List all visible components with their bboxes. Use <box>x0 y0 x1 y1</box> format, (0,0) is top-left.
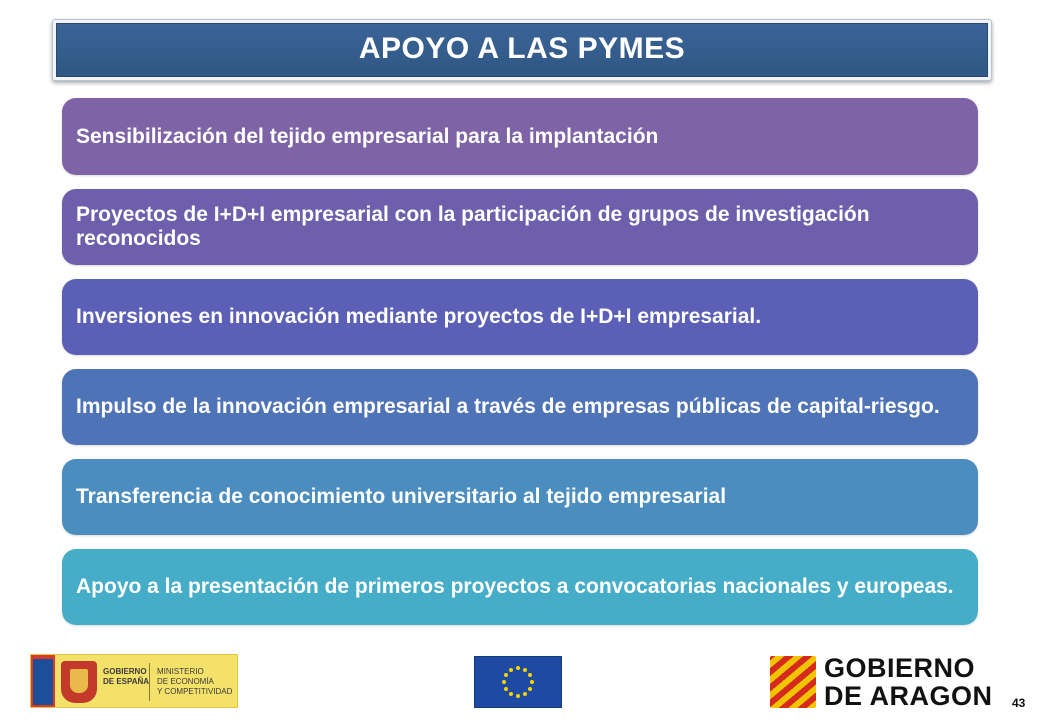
gobierno-label: GOBIERNO DE ESPAÑA <box>103 667 150 686</box>
gobierno-aragon-logo <box>770 653 1000 712</box>
support-item-text: Transferencia de conocimiento universitario al tejido empresarial <box>76 485 727 508</box>
eu-stars-icon <box>475 657 561 707</box>
spain-coat-of-arms-icon <box>61 661 97 703</box>
support-item-investments <box>62 279 978 355</box>
eu-flag-logo <box>474 656 562 708</box>
support-item-text: Proyectos de I+D+I empresarial con la participación de grupos de investigación reconocidos <box>76 203 870 250</box>
support-list <box>62 98 978 625</box>
support-item-knowledge-transfer <box>62 459 978 535</box>
logo-divider <box>149 663 150 701</box>
gobierno-espana-logo <box>30 654 238 708</box>
support-item-rdi-projects <box>62 189 978 265</box>
spain-flag-strip <box>31 655 55 707</box>
aragon-flag-icon <box>770 656 816 708</box>
support-item-venture-capital <box>62 369 978 445</box>
support-item-text: Sensibilización del tejido empresarial para la implantación <box>76 124 659 148</box>
support-item-first-projects <box>62 549 978 625</box>
title-bar <box>52 19 992 81</box>
ministerio-label: MINISTERIO DE ECONOMÍA Y COMPETITIVIDAD <box>157 667 233 696</box>
aragon-logo-text: GOBIERNO DE ARAGON <box>824 653 993 711</box>
title-bar-inner <box>56 23 988 77</box>
eu-mini-flag-icon <box>33 659 53 705</box>
support-item-text: Inversiones en innovación mediante proyectos de I+D+I empresarial. <box>76 305 762 328</box>
support-item-text: Impulso de la innovación empresarial a través de empresas públicas de capital-riesgo. <box>76 395 940 418</box>
support-item-awareness <box>62 98 978 175</box>
page-title: APOYO A LAS PYMES <box>358 32 686 65</box>
support-item-text: Apoyo a la presentación de primeros proyectos a convocatorias nacionales y europeas. <box>76 575 954 598</box>
page-number: 43 <box>1012 696 1026 710</box>
